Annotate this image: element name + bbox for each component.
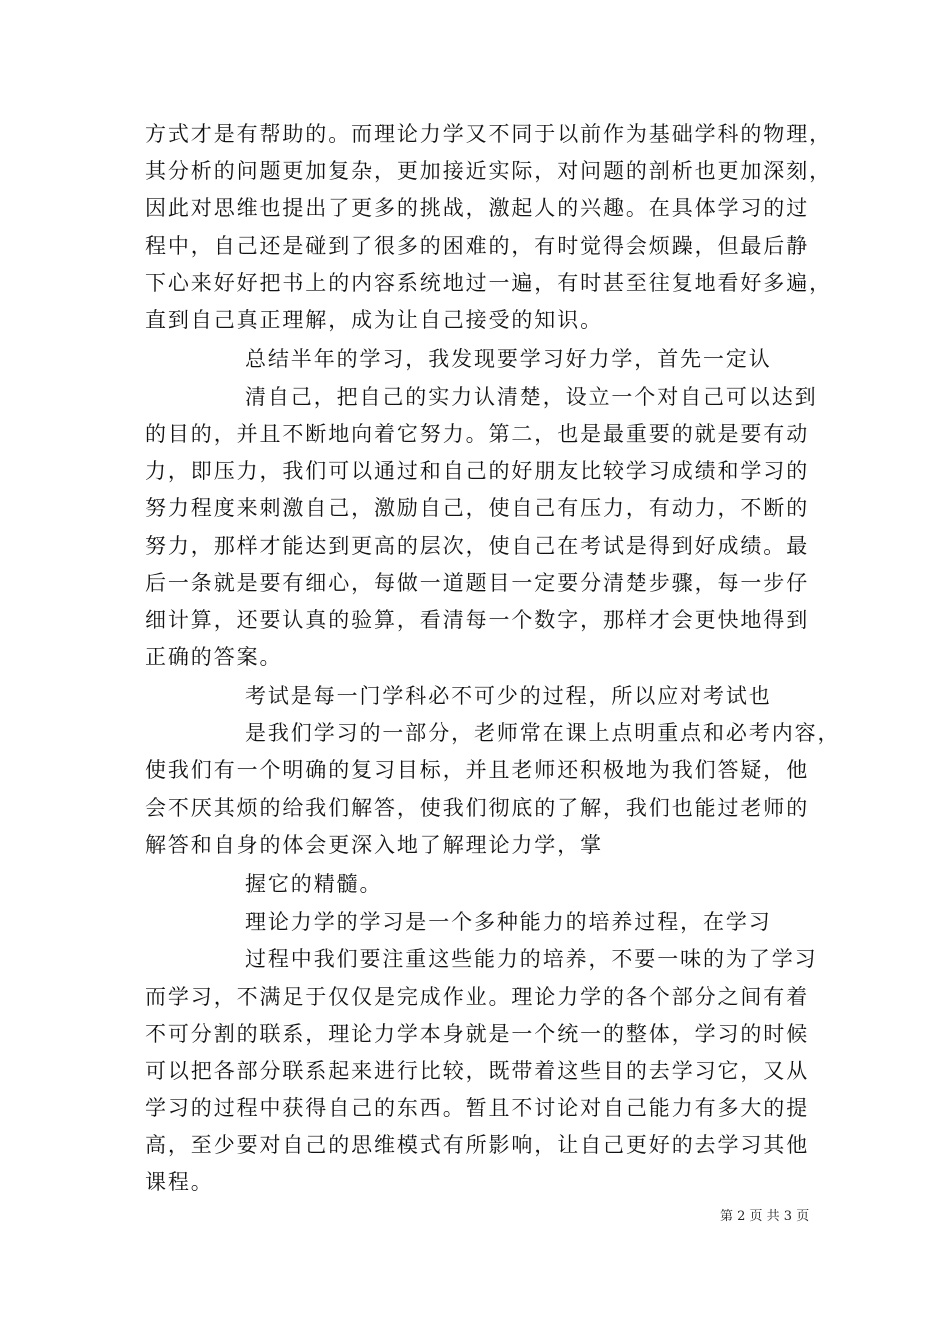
text-line: 学习的过程中获得自己的东西。暂且不讨论对自己能力有多大的提 <box>145 1096 810 1120</box>
text-line: 其分析的问题更加复杂，更加接近实际，对问题的剖析也更加深刻， <box>145 159 832 183</box>
text-line: 可以把各部分联系起来进行比较，既带着这些目的去学习它，又从 <box>145 1059 810 1083</box>
text-line: 程中，自己还是碰到了很多的困难的，有时觉得会烦躁，但最后静 <box>145 234 810 258</box>
text-line: 方式才是有帮助的。而理论力学又不同于以前作为基础学科的物理， <box>145 122 832 146</box>
text-line: 直到自己真正理解，成为让自己接受的知识。 <box>145 308 603 332</box>
text-line: 努力程度来刺激自己，激励自己，使自己有压力，有动力，不断的 <box>145 496 810 520</box>
text-line: 理论力学的学习是一个多种能力的培养过程，在学习 <box>245 910 772 934</box>
text-line: 高，至少要对自己的思维模式有所影响，让自己更好的去学习其他 <box>145 1133 810 1157</box>
text-line: 会不厌其烦的给我们解答，使我们彻底的了解，我们也能过老师的 <box>145 796 810 820</box>
text-line: 使我们有一个明确的复习目标，并且老师还积极地为我们答疑，他 <box>145 758 810 782</box>
text-line: 过程中我们要注重这些能力的培养，不要一味的为了学习 <box>245 947 818 971</box>
text-line: 因此对思维也提出了更多的挑战，激起人的兴趣。在具体学习的过 <box>145 196 810 220</box>
text-line: 正确的答案。 <box>145 645 283 669</box>
text-line: 后一条就是要有细心，每做一道题目一定要分清楚步骤，每一步仔 <box>145 571 810 595</box>
text-line: 解答和自身的体会更深入地了解理论力学，掌 <box>145 833 603 857</box>
text-line: 不可分割的联系，理论力学本身就是一个统一的整体，学习的时候 <box>145 1022 810 1046</box>
text-line: 细计算，还要认真的验算，看清每一个数字，那样才会更快地得到 <box>145 608 810 632</box>
text-line: 握它的精髓。 <box>245 872 383 896</box>
page-number-footer: 第 2 页 共 3 页 <box>720 1209 810 1224</box>
text-line: 清自己，把自己的实力认清楚，设立一个对自己可以达到 <box>245 385 818 409</box>
text-line: 考试是每一门学科必不可少的过程，所以应对考试也 <box>245 684 772 708</box>
text-line: 的目的，并且不断地向着它努力。第二，也是最重要的就是要有动 <box>145 422 810 446</box>
text-line: 而学习，不满足于仅仅是完成作业。理论力学的各个部分之间有着 <box>145 985 810 1009</box>
text-line: 下心来好好把书上的内容系统地过一遍，有时甚至往复地看好多遍， <box>145 271 832 295</box>
text-line: 课程。 <box>145 1170 214 1194</box>
text-line: 是我们学习的一部分，老师常在课上点明重点和必考内容， <box>245 721 841 745</box>
text-line: 总结半年的学习，我发现要学习好力学，首先一定认 <box>245 347 772 371</box>
text-line: 力，即压力，我们可以通过和自己的好朋友比较学习成绩和学习的 <box>145 459 810 483</box>
text-line: 努力，那样才能达到更高的层次，使自己在考试是得到好成绩。最 <box>145 534 810 558</box>
